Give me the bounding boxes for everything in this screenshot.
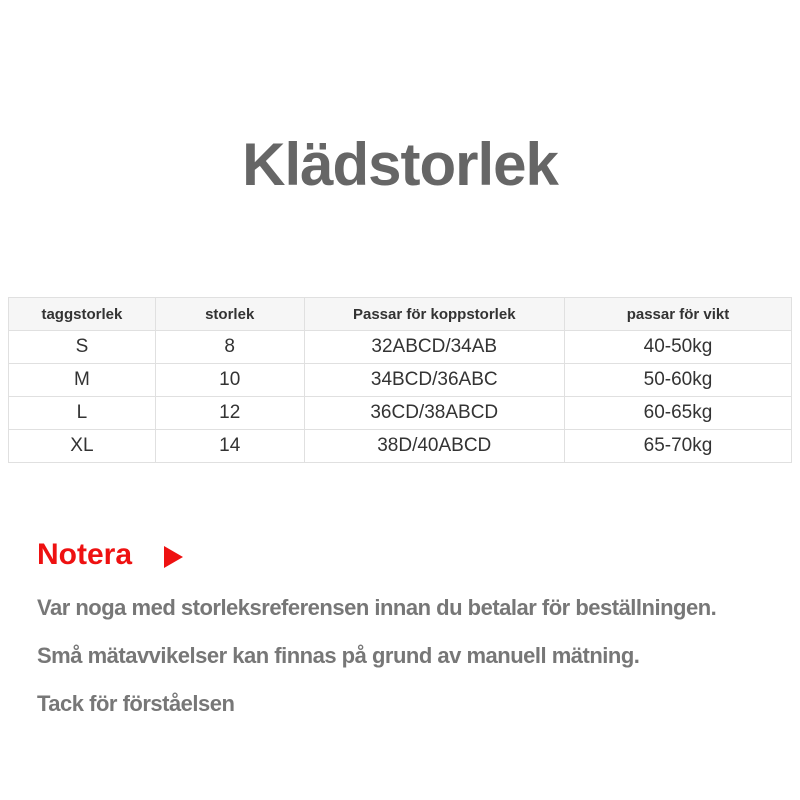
page-title: Klädstorlek [242,131,558,198]
cell-tag-size: L [9,397,156,430]
note-text-block [37,594,800,718]
cell-weight: 50-60kg [564,364,791,397]
header-weight: passar för vikt [564,298,791,331]
size-table [8,297,792,463]
cell-cup-size: 32ABCD/34AB [304,331,564,364]
cell-tag-size: XL [9,430,156,463]
table-row [9,331,792,364]
note-heading: Notera [37,538,133,571]
cell-size: 12 [155,397,304,430]
cell-cup-size: 36CD/38ABCD [304,397,564,430]
cell-cup-size: 34BCD/36ABC [304,364,564,397]
note-line: Små mätavvikelser kan finnas på grund av manuell mätning. [37,643,640,668]
cell-size: 14 [155,430,304,463]
header-size: storlek [155,298,304,331]
table-row [9,397,792,430]
cell-weight: 65-70kg [564,430,791,463]
cell-tag-size: M [9,364,156,397]
cell-tag-size: S [9,331,156,364]
cell-size: 8 [155,331,304,364]
table-row [9,364,792,397]
note-line: Var noga med storleksreferensen innan du betalar för beställningen. [37,595,717,620]
cell-weight: 60-65kg [564,397,791,430]
cell-size: 10 [155,364,304,397]
triangle-right-icon [164,546,183,568]
cell-weight: 40-50kg [564,331,791,364]
table-header-row [9,298,792,331]
cell-cup-size: 38D/40ABCD [304,430,564,463]
note-heading-row [37,538,800,572]
note-line: Tack för förståelsen [37,691,235,716]
size-table-container [8,297,792,463]
table-row [9,430,792,463]
header-cup-size: Passar för koppstorlek [304,298,564,331]
header-tag-size: taggstorlek [9,298,156,331]
size-chart-page [0,131,800,800]
